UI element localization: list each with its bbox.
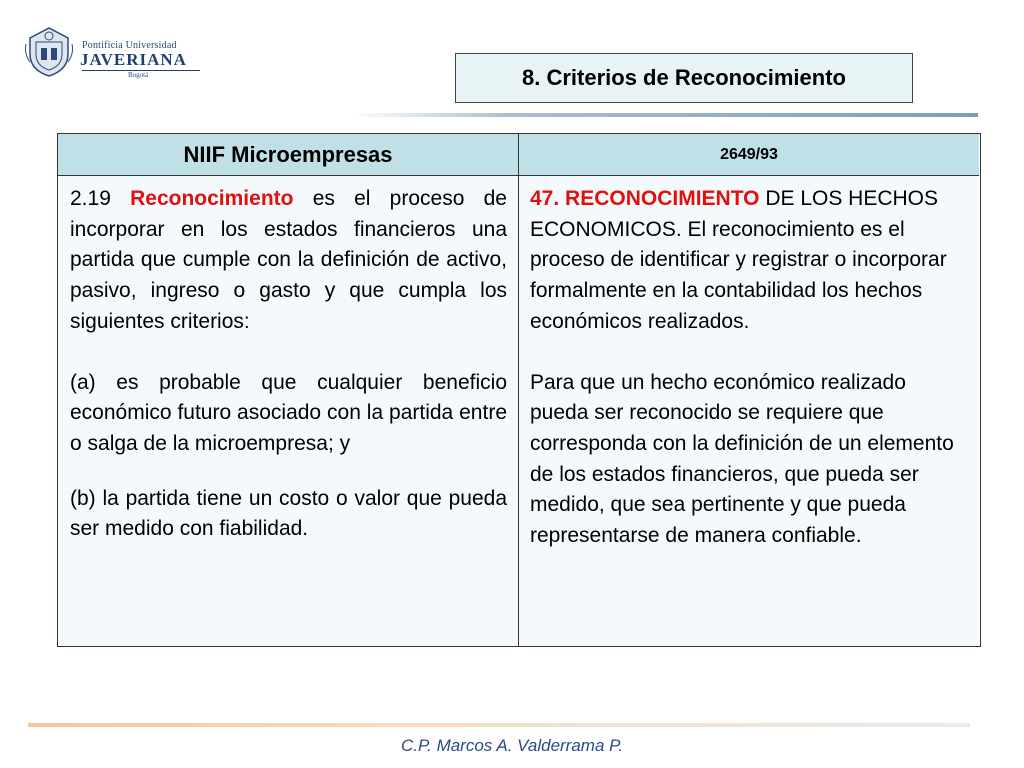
decree-definition-text: DE LOS HECHOS ECONOMICOS. El reconocimiento es el proceso de identificar y registrar o incorporar formalmente en la contabilidad los hechos económicos realizados. [530,187,947,333]
decree-requirements: Para que un hecho económico realizado pueda ser reconocido se requiere que corresponda con la definición de un elemento de los estados financieros, que pueda ser medido, que sea pertinente y que pueda representarse de manera confiable. [530,370,954,548]
decree-term: 47. RECONOCIMIENTO [530,187,760,210]
niif-criterion-b: (b) la partida tiene un costo o valor que pueda ser medido con fiabilidad. [70,486,507,541]
logo-text-pontificia: Pontificia Universidad [82,40,177,51]
niif-definition-text: es el proceso de incorporar en los estados financieros una partida que cumple con la definición de activo, pasivo, ingreso o gasto y que cumpla los siguientes criterios: [70,187,507,333]
header-niif: NIIF Microempresas [58,134,519,176]
decree-column [519,176,979,646]
niif-column [58,176,519,646]
logo-text-javeriana: JAVERIANA [80,50,187,69]
header-decree: 2649/93 [519,134,979,176]
comparison-table [57,133,981,647]
niif-term: Reconocimiento [130,187,294,210]
university-logo [22,24,187,80]
footer-rule [28,723,970,727]
decree-definition [530,184,969,338]
niif-criterion-a: (a) es probable que cualquier beneficio económico futuro asociado con la partida entre o salga de la microempresa; y [70,370,507,455]
niif-section-number: 2.19 [70,187,131,210]
crest-icon [22,24,76,78]
niif-definition [70,184,507,338]
logo-text-city: Bogotá [128,71,149,79]
footer-author: C.P. Marcos A. Valderrama P. [400,736,624,755]
slide-title: 8. Criterios de Reconocimiento [455,53,913,103]
title-underline [350,113,978,117]
